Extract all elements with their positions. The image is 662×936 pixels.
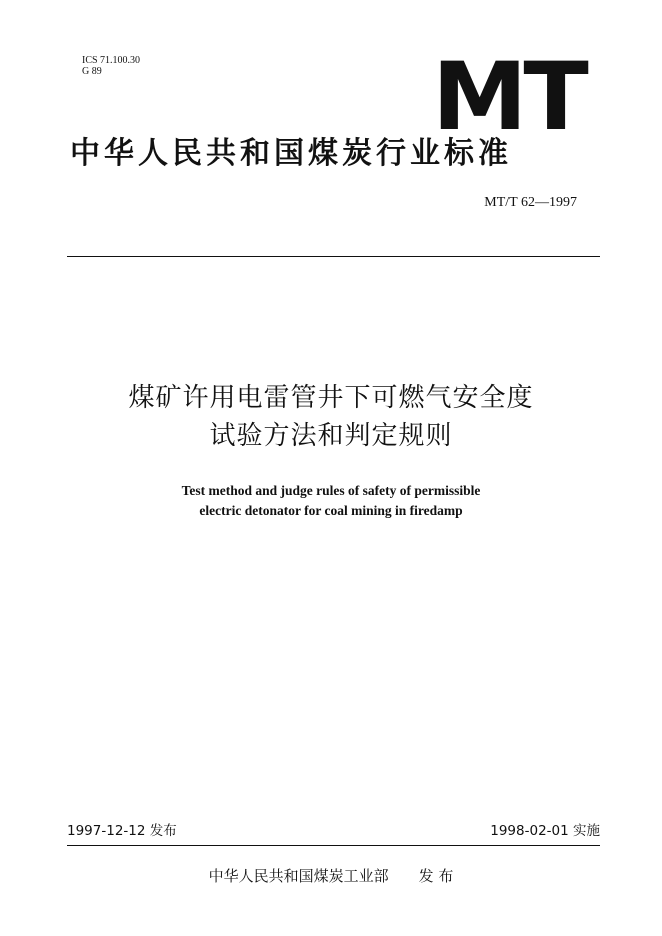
header-divider [67, 256, 600, 257]
effective-date: 1998-02-01 实施 [490, 823, 600, 839]
gb-class-code: G 89 [82, 66, 102, 77]
document-title-cn-line1: 煤矿许用电雷管井下可燃气安全度 [128, 383, 534, 413]
document-title-en-line2: electric detonator for coal mining in firedamp [199, 503, 463, 518]
document-title-en-line1: Test method and judge rules of safety of permissible [181, 483, 481, 498]
classification-block [82, 55, 140, 77]
standard-number: MT/T 62—1997 [484, 195, 577, 210]
issuer-line [0, 866, 662, 886]
issue-date: 1997-12-12 发布 [67, 823, 177, 839]
standard-logo: MT [432, 43, 585, 152]
document-title-cn-line2: 试验方法和判定规则 [209, 421, 453, 451]
footer-divider [67, 845, 600, 846]
issuer-action: 发 布 [418, 867, 454, 885]
standard-category-title: 中华人民共和国煤炭行业标准 [70, 136, 512, 171]
issuer-name: 中华人民共和国煤炭工业部 [208, 867, 389, 885]
ics-code: ICS 71.100.30 [82, 55, 141, 66]
